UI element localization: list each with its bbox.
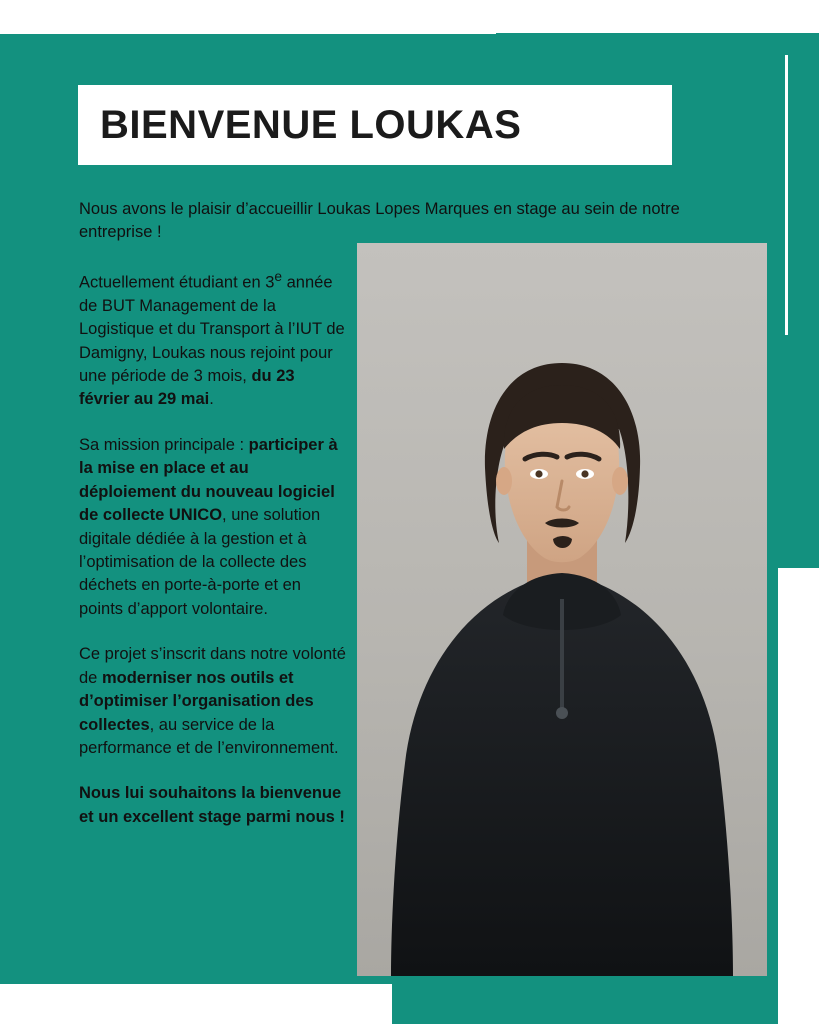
paragraph-project	[79, 643, 347, 760]
title-banner	[78, 85, 672, 165]
intern-portrait-photo	[357, 243, 767, 976]
text-run: , au service de la performance et de l’environnement.	[79, 715, 339, 757]
bottom-left-white-notch	[0, 984, 392, 1024]
text-run: .	[209, 390, 214, 409]
top-left-white-notch	[0, 0, 496, 34]
text-run: e	[274, 268, 283, 284]
text-run: participer à la mise en place et au déploiement du nouveau logiciel de collecte UNICO	[79, 435, 338, 525]
portrait-illustration	[357, 243, 767, 976]
right-vertical-rule	[785, 55, 788, 335]
text-run: moderniser nos outils et d’optimiser l’organisation des collectes	[79, 668, 314, 734]
text-run: année de BUT Management de la Logistique et du Transport à l’IUT de Damigny, Loukas nous rejoint pour une période de 3 mois,	[79, 273, 345, 386]
text-run: Sa mission principale :	[79, 435, 249, 454]
paragraph-studies	[79, 267, 347, 412]
intro-paragraph: Nous avons le plaisir d’accueillir Loukas Lopes Marques en stage au sein de notre entreprise !	[79, 200, 680, 242]
page-title: BIENVENUE LOUKAS	[100, 103, 522, 147]
text-run: , une solution digitale dédiée à la gestion et à l’optimisation de la collecte des déchets en porte-à-porte et en points d’apport volontaire.	[79, 506, 321, 618]
text-run: du 23 février au 29 mai	[79, 367, 295, 409]
paragraph-list	[79, 267, 347, 829]
text-run: Nous lui souhaitons la bienvenue et un excellent stage parmi nous !	[79, 784, 345, 826]
text-run: Actuellement étudiant en 3	[79, 273, 275, 292]
text-run: Ce projet s’inscrit dans notre volonté de	[79, 645, 346, 687]
paragraph-welcome	[79, 782, 347, 829]
paragraph-mission	[79, 434, 347, 621]
body-text-column	[79, 198, 680, 829]
right-white-block	[778, 568, 819, 1024]
